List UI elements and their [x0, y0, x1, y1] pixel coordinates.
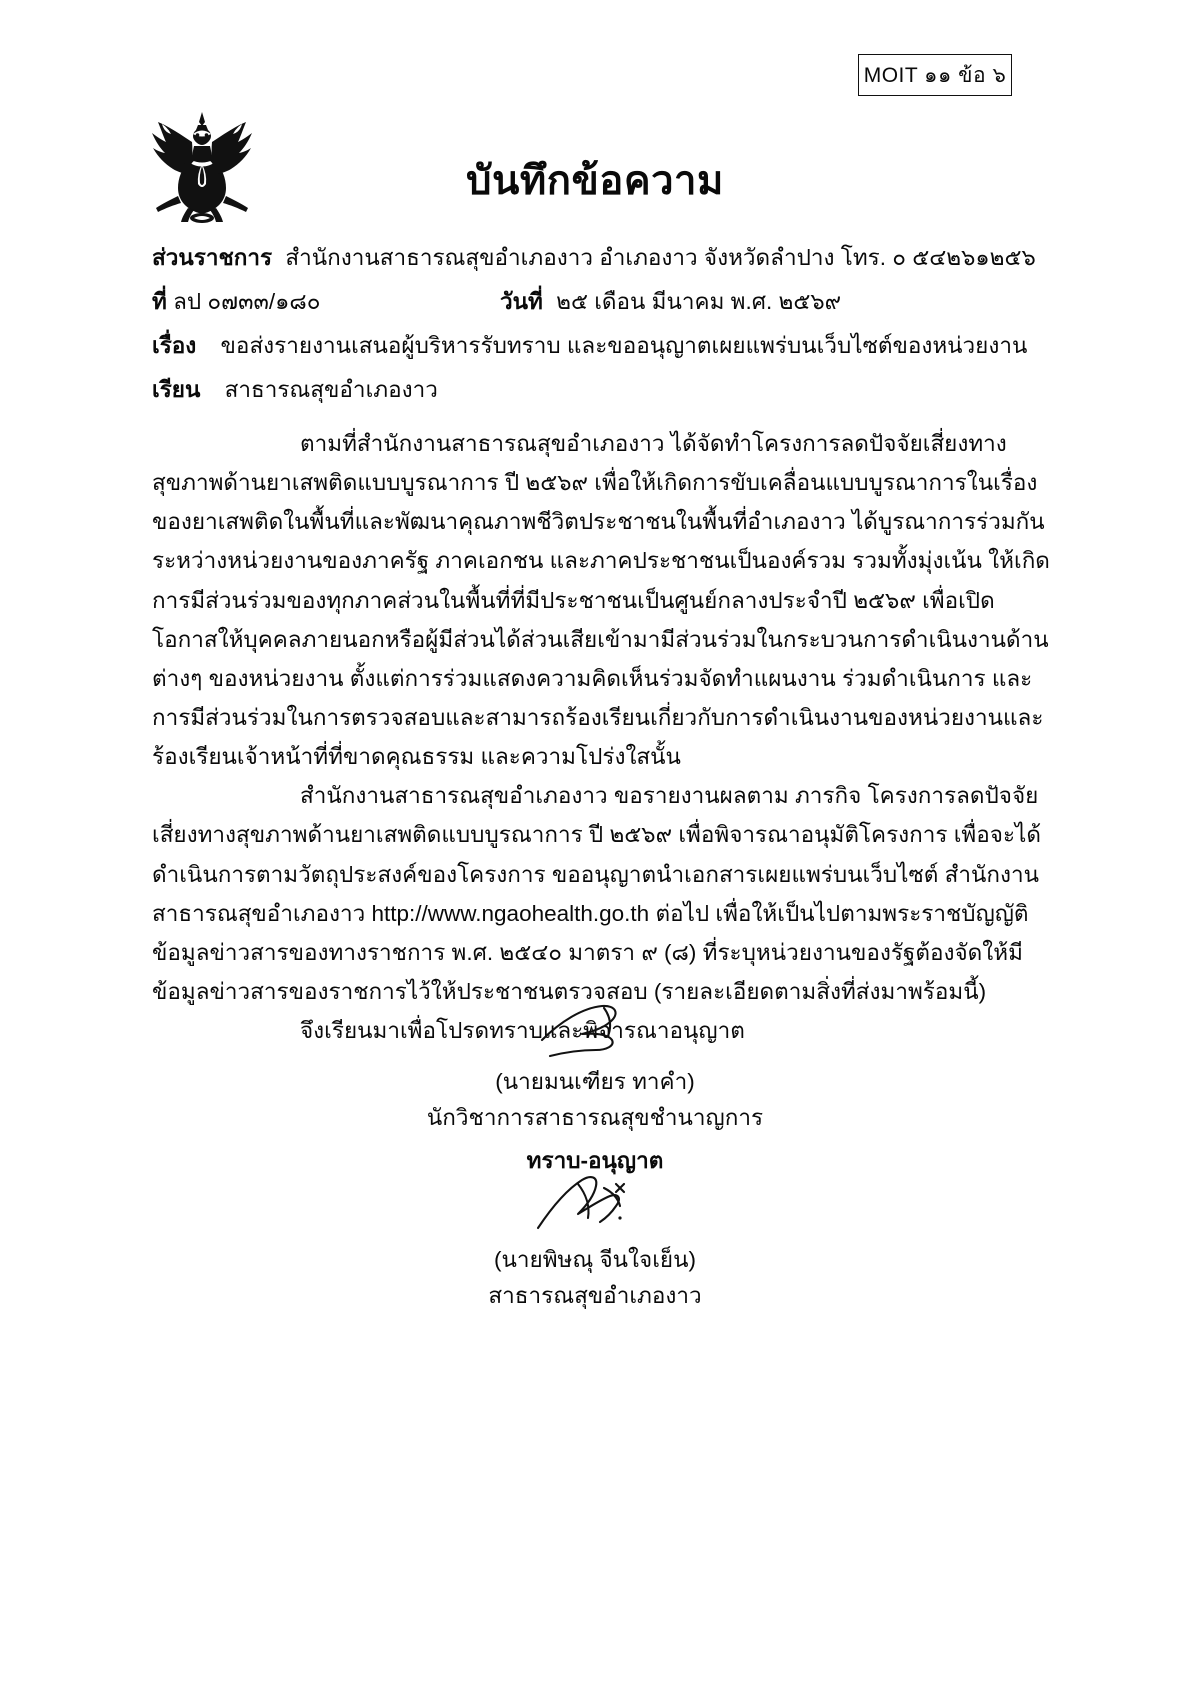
to-value: สาธารณสุขอำเภองาว	[224, 376, 438, 402]
date-value: ๒๕ เดือน มีนาคม พ.ศ. ๒๕๖๙	[556, 288, 842, 314]
signature-block-approver	[0, 1000, 1190, 1179]
page-title: บันทึกข้อความ	[466, 159, 724, 203]
signature-pisanu	[0, 1170, 1190, 1240]
agency-label: ส่วนราชการ	[152, 245, 273, 270]
body-paragraph-2-text: สำนักงานสาธารณสุขอำเภองาว ขอรายงานผลตาม ภารกิจ โครงการลดปัจจัยเสี่ยงทางสุขภาพด้านยาเสพติดแบบบูรณาการ ปี ๒๕๖๙ เพื่อพิจารณาอนุมัติโครงการ เพื่อจะได้ดำเนินการตามวัตถุประสงค์ของโครงการ ขออนุญาตนำเอกสารเผยแพร่บนเว็บไซต์ สำนักงานสาธารณสุขอำเภองาว http://www.ngaohealth.go.th ต่อไป เพื่อให้เป็นไปตามพระราชบัญญัติข้อมูลข่าวสารของทางราชการ พ.ศ. ๒๕๔๐ มาตรา ๙ (๘) ที่ระบุหน่วยงานของรัฐต้องจัดให้มีข้อมูลข่าวสารของราชการไว้ให้ประชาชนตรวจสอบ (รายละเอียดตามสิ่งที่ส่งมาพร้อมนี้)	[152, 783, 1041, 1004]
date-group	[500, 280, 841, 324]
agency-value: สำนักงานสาธารณสุขอำเภองาว อำเภองาว จังหวัดลำปาง โทร. ๐ ๕๔๒๖๑๒๕๖	[285, 245, 1036, 270]
signature-name-approver: (นายมนเฑียร ทาคำ)	[495, 1069, 695, 1094]
signature-position-director: สาธารณสุขอำเภองาว	[488, 1283, 702, 1309]
signature-montien	[0, 1000, 1190, 1062]
signature-name-director: (นายพิษณุ จีนใจเย็น)	[494, 1247, 696, 1272]
document-body	[152, 424, 1052, 1050]
body-paragraph-3-text: จึงเรียนมาเพื่อโปรดทราบและพิจารณาอนุญาต	[300, 1018, 745, 1044]
header-fields	[152, 236, 1052, 412]
signature-block-director	[0, 1170, 1190, 1315]
field-row-to	[152, 368, 1052, 412]
approval-note: ทราบ-อนุญาต	[526, 1147, 664, 1173]
date-label: วันที่	[500, 288, 543, 314]
moit-reference-box: MOIT ๑๑ ข้อ ๖	[858, 54, 1012, 96]
to-label: เรียน	[152, 376, 201, 402]
body-paragraph-1-text: ตามที่สำนักงานสาธารณสุขอำเภองาว ได้จัดทำโครงการลดปัจจัยเสี่ยงทางสุขภาพด้านยาเสพติดแบบบูรณาการ ปี ๒๕๖๙ เพื่อให้เกิดการขับเคลื่อนแบบบูรณาการในเรื่องของยาเสพติดในพื้นที่และพัฒนาคุณภาพชีวิตประชาชนในพื้นที่อำเภองาว ได้บูรณาการร่วมกันระหว่างหน่วยงานของภาครัฐ ภาคเอกชน และภาคประชาชนเป็นองค์รวม รวมทั้งมุ่งเน้น ให้เกิดการมีส่วนร่วมของทุกภาคส่วนในพื้นที่ที่มีประชาชนเป็นศูนย์กลางประจำปี ๒๕๖๙ เพื่อเปิดโอกาสให้บุคคลภายนอกหรือผู้มีส่วนได้ส่วนเสียเข้ามามีส่วนร่วมในกระบวนการดำเนินงานด้านต่างๆ ของหน่วยงาน ตั้งแต่การร่วมแสดงความคิดเห็นร่วมจัดทำแผนงาน ร่วมดำเนินการ และการมีส่วนร่วมในการตรวจสอบและสามารถร้องเรียนเกี่ยวกับการดำเนินงานของหน่วยงานและร้องเรียนเจ้าหน้าที่ที่ขาดคุณธรรม และความโปร่งใสนั้น	[152, 431, 1050, 770]
reference-label: ที่	[152, 288, 167, 314]
body-paragraph-1	[152, 424, 1052, 776]
field-row-agency	[152, 236, 1052, 280]
field-row-subject	[152, 324, 1052, 368]
signature-position-approver: นักวิชาการสาธารณสุขชำนาญการ	[426, 1105, 764, 1131]
subject-label: เรื่อง	[152, 332, 197, 358]
subject-value: ขอส่งรายงานเสนอผู้บริหารรับทราบ และขออนุญาตเผยแพร่บนเว็บไซต์ของหน่วยงาน	[220, 332, 1028, 358]
field-row-reference-date	[152, 280, 1052, 324]
reference-value: ลป ๐๗๓๓/๑๘๐	[173, 288, 321, 314]
body-paragraph-2	[152, 776, 1052, 1011]
